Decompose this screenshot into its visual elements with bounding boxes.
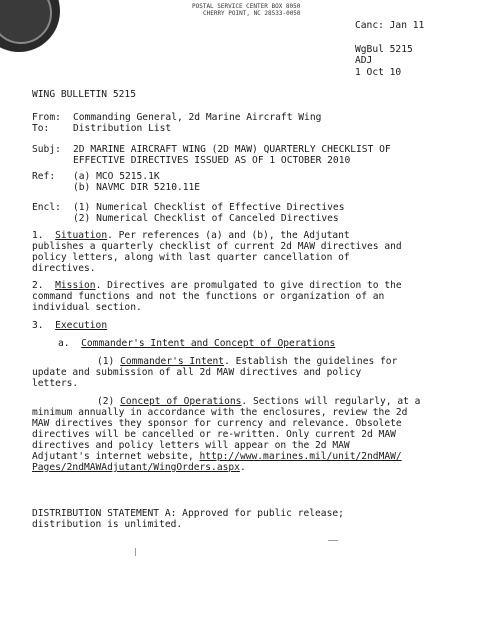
paragraph-1-line-3: policy letters, along with last quarter cancellation of	[32, 252, 350, 263]
paragraph-3-line	[32, 320, 107, 331]
paragraph-1-number: 1.	[32, 230, 44, 241]
ssic-code: WgBul 5215	[355, 44, 413, 55]
subparagraph-a2-line-7	[32, 462, 246, 473]
paragraph-3-heading: Execution	[55, 320, 108, 331]
reference-a: (a) MCO 5215.1K	[73, 171, 160, 182]
paragraph-1-line-2: publishes a quarterly checklist of current 2d MAW directives and	[32, 241, 402, 252]
office-code: ADJ	[355, 55, 373, 66]
subject-line-2: EFFECTIVE DIRECTIVES ISSUED AS OF 1 OCTOBER 2010	[73, 155, 351, 166]
subparagraph-a1-number: (1)	[97, 356, 115, 367]
enclosure-label: Encl:	[32, 202, 61, 213]
from-label: From:	[32, 112, 61, 123]
address-line-2: CHERRY POINT, NC 28533-0050	[203, 10, 301, 17]
address-line-1: POSTAL SERVICE CENTER BOX 8050	[192, 3, 301, 10]
paragraph-3-number: 3.	[32, 320, 44, 331]
scan-speck	[328, 540, 338, 541]
subparagraph-a2-line-4: directives will be cancelled or re-written. Only current 2d MAW	[32, 429, 396, 440]
subject-label: Subj:	[32, 144, 61, 155]
document-date: 1 Oct 10	[355, 67, 402, 78]
bulletin-title: WING BULLETIN 5215	[32, 89, 136, 100]
reference-label: Ref:	[32, 171, 56, 182]
subparagraph-a2-number: (2)	[97, 396, 115, 407]
paragraph-2-number: 2.	[32, 280, 44, 291]
subparagraph-a2-line-6	[32, 451, 402, 462]
to-value: Distribution List	[73, 123, 172, 134]
subparagraph-a2-line-1	[97, 396, 420, 407]
cancellation-date: Canc: Jan 11	[355, 20, 425, 31]
subparagraph-a1-text-1: . Establish the guidelines for	[224, 356, 398, 367]
subparagraph-a-line	[58, 338, 335, 349]
paragraph-2-line-3: individual section.	[32, 302, 142, 313]
enclosure-2: (2) Numerical Checklist of Canceled Directives	[73, 213, 339, 224]
paragraph-1-heading: Situation	[55, 230, 108, 241]
department-seal-icon	[0, 0, 60, 52]
subparagraph-a1-heading: Commander's Intent	[120, 356, 225, 367]
paragraph-1-line-4: directives.	[32, 263, 96, 274]
subparagraph-a2-line-2: minimum annually in accordance with the enclosures, review the 2d	[32, 407, 408, 418]
link-period: .	[239, 462, 246, 473]
subparagraph-a2-heading: Concept of Operations	[120, 396, 242, 407]
distribution-statement-line-2: distribution is unlimited.	[32, 519, 183, 530]
subject-line-1: 2D MARINE AIRCRAFT WING (2D MAW) QUARTERLY CHECKLIST OF	[73, 144, 391, 155]
subparagraph-a2-text-1: . Sections will regularly, at a	[241, 396, 421, 407]
website-link-part-2[interactable]: Pages/2ndMAWAdjutant/WingOrders.aspx	[32, 462, 240, 473]
subparagraph-a-heading: Commander's Intent and Concept of Operations	[81, 338, 336, 349]
enclosure-1: (1) Numerical Checklist of Effective Directives	[73, 202, 345, 213]
subparagraph-a2-text-6: Adjutant's internet website,	[32, 451, 200, 462]
paragraph-2-line-2: command functions and not the functions or organization of an	[32, 291, 385, 302]
subparagraph-a2-line-5: directives and policy letters will appear on the 2d MAW	[32, 440, 350, 451]
scan-speck	[135, 548, 136, 556]
subparagraph-a1-line-2: update and submission of all 2d MAW directives and policy	[32, 367, 362, 378]
subparagraph-a1-line-3: letters.	[32, 378, 79, 389]
subparagraph-a2-line-3: MAW directives they sponsor for currency and relevance. Obsolete	[32, 418, 402, 429]
paragraph-2-heading: Mission	[55, 280, 96, 291]
reference-b: (b) NAVMC DIR 5210.11E	[73, 182, 201, 193]
paragraph-2-line-1	[32, 280, 402, 291]
distribution-statement-line-1: DISTRIBUTION STATEMENT A: Approved for public release;	[32, 508, 344, 519]
website-link-part-1[interactable]: http://www.marines.mil/unit/2ndMAW/	[199, 451, 402, 462]
paragraph-1-text-1: . Per references (a) and (b), the Adjutant	[107, 230, 350, 241]
subparagraph-a1-line-1	[97, 356, 397, 367]
paragraph-2-text-1: . Directives are promulgated to give direction to the	[95, 280, 402, 291]
from-value: Commanding General, 2d Marine Aircraft Wing	[73, 112, 322, 123]
to-label: To:	[32, 123, 50, 134]
subparagraph-a-number: a.	[58, 338, 70, 349]
paragraph-1-line-1	[32, 230, 350, 241]
